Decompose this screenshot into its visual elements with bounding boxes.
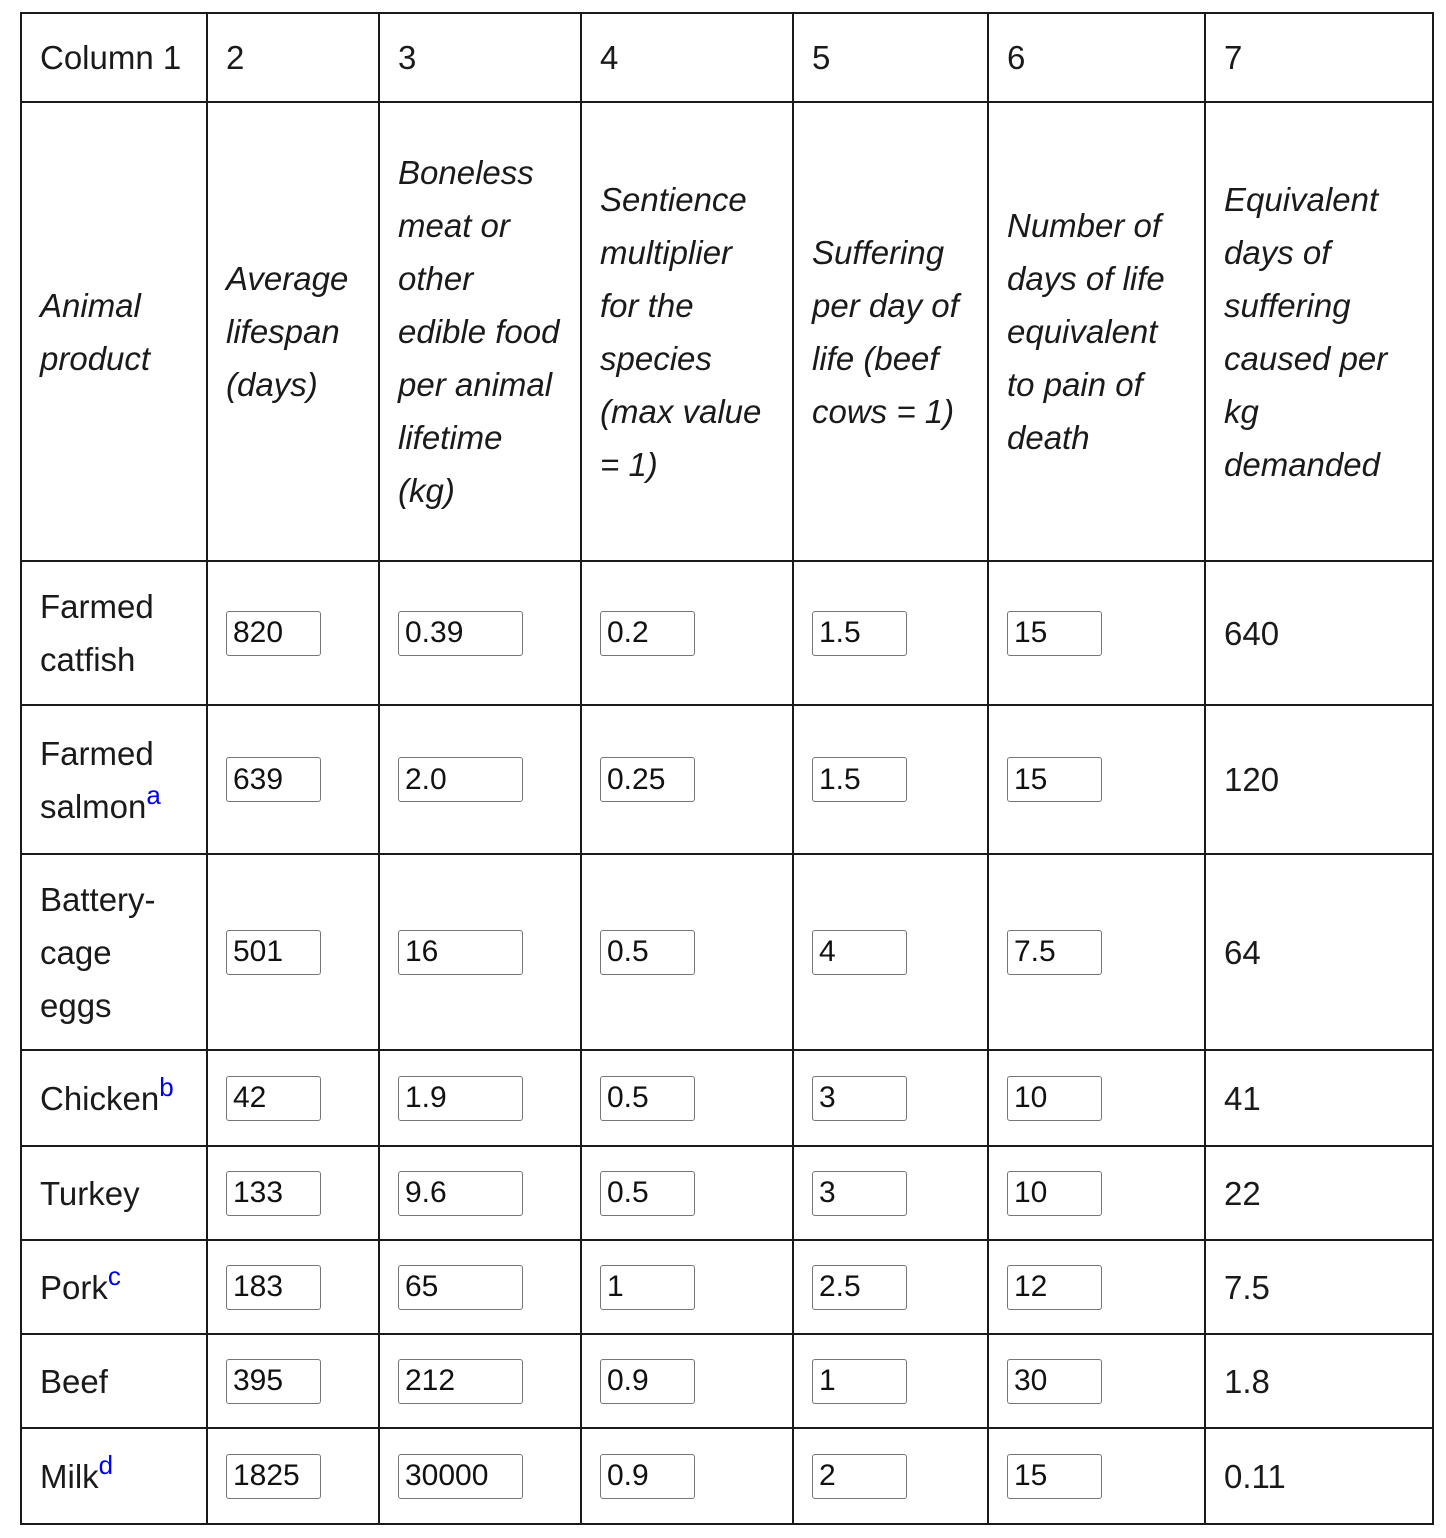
header-pain-of-death-days: Number of days of life equivalent to pain of death: [988, 102, 1205, 561]
table-row: [21, 1146, 1433, 1240]
column-number-cell: 3: [379, 13, 581, 102]
death-days-input[interactable]: [1007, 930, 1102, 975]
death-days-input[interactable]: [1007, 1359, 1102, 1404]
table-row: [21, 1240, 1433, 1334]
sentience-cell: [581, 705, 793, 854]
food-kg-input[interactable]: [398, 1171, 523, 1216]
death-days-input[interactable]: [1007, 611, 1102, 656]
food-cell: [379, 1334, 581, 1428]
product-cell: [21, 705, 207, 854]
sentience-input[interactable]: [600, 1265, 695, 1310]
result-cell: 1.8: [1205, 1334, 1433, 1428]
death-days-cell: [988, 1240, 1205, 1334]
food-cell: [379, 561, 581, 705]
death-days-input[interactable]: [1007, 757, 1102, 802]
sentience-cell: [581, 1146, 793, 1240]
suffering-cell: [793, 1334, 988, 1428]
food-cell: [379, 1146, 581, 1240]
death-days-cell: [988, 854, 1205, 1050]
column-number-cell: Column 1: [21, 13, 207, 102]
death-days-cell: [988, 1334, 1205, 1428]
product-cell: [21, 1146, 207, 1240]
food-cell: [379, 1240, 581, 1334]
column-number-cell: 2: [207, 13, 379, 102]
lifespan-cell: [207, 561, 379, 705]
lifespan-cell: [207, 1146, 379, 1240]
food-cell: [379, 705, 581, 854]
suffering-input[interactable]: [812, 1454, 907, 1499]
header-equivalent-suffering: Equivalent days of suffering caused per kg demanded: [1205, 102, 1433, 561]
suffering-cell: [793, 854, 988, 1050]
suffering-input[interactable]: [812, 757, 907, 802]
food-kg-input[interactable]: [398, 1454, 523, 1499]
lifespan-input[interactable]: [226, 1265, 321, 1310]
sentience-input[interactable]: [600, 930, 695, 975]
column-number-cell: 4: [581, 13, 793, 102]
sentience-input[interactable]: [600, 1171, 695, 1216]
food-cell: [379, 1428, 581, 1524]
food-kg-input[interactable]: [398, 611, 523, 656]
column-number-cell: 7: [1205, 13, 1433, 102]
product-name: Farmed salmon: [40, 734, 154, 825]
result-cell: 640: [1205, 561, 1433, 705]
column-number-cell: 6: [988, 13, 1205, 102]
death-days-cell: [988, 561, 1205, 705]
result-cell: 120: [1205, 705, 1433, 854]
food-cell: [379, 854, 581, 1050]
product-name: Milk: [40, 1457, 99, 1495]
suffering-table: [20, 12, 1434, 1525]
product-name: Battery-cage eggs: [40, 880, 156, 1024]
sentience-input[interactable]: [600, 1076, 695, 1121]
suffering-cell: [793, 1428, 988, 1524]
food-kg-input[interactable]: [398, 1265, 523, 1310]
footnote-link[interactable]: b: [159, 1071, 174, 1102]
suffering-cell: [793, 705, 988, 854]
death-days-cell: [988, 705, 1205, 854]
lifespan-cell: [207, 854, 379, 1050]
death-days-cell: [988, 1146, 1205, 1240]
suffering-input[interactable]: [812, 1359, 907, 1404]
table-row: [21, 705, 1433, 854]
death-days-input[interactable]: [1007, 1171, 1102, 1216]
sentience-cell: [581, 1240, 793, 1334]
lifespan-input[interactable]: [226, 757, 321, 802]
product-name: Pork: [40, 1268, 108, 1306]
header-suffering-per-day: Suffering per day of life (beef cows = 1): [793, 102, 988, 561]
lifespan-cell: [207, 1050, 379, 1146]
death-days-input[interactable]: [1007, 1454, 1102, 1499]
product-cell: [21, 1428, 207, 1524]
suffering-input[interactable]: [812, 611, 907, 656]
lifespan-cell: [207, 705, 379, 854]
suffering-cell: [793, 561, 988, 705]
product-cell: [21, 561, 207, 705]
suffering-cell: [793, 1240, 988, 1334]
header-edible-food: Boneless meat or other edible food per animal lifetime (kg): [379, 102, 581, 561]
table-row: [21, 1428, 1433, 1524]
sentience-cell: [581, 561, 793, 705]
product-name: Beef: [40, 1362, 108, 1400]
suffering-input[interactable]: [812, 930, 907, 975]
lifespan-input[interactable]: [226, 1076, 321, 1121]
food-cell: [379, 1050, 581, 1146]
table-row: [21, 854, 1433, 1050]
header-label-row: [21, 102, 1433, 561]
suffering-input[interactable]: [812, 1171, 907, 1216]
table-row: [21, 1334, 1433, 1428]
death-days-input[interactable]: [1007, 1265, 1102, 1310]
lifespan-input[interactable]: [226, 1359, 321, 1404]
result-cell: 0.11: [1205, 1428, 1433, 1524]
product-cell: [21, 854, 207, 1050]
food-kg-input[interactable]: [398, 1359, 523, 1404]
food-kg-input[interactable]: [398, 757, 523, 802]
death-days-input[interactable]: [1007, 1076, 1102, 1121]
suffering-input[interactable]: [812, 1076, 907, 1121]
sentience-input[interactable]: [600, 1359, 695, 1404]
footnote-link[interactable]: a: [146, 779, 161, 810]
product-cell: [21, 1050, 207, 1146]
footnote-link[interactable]: c: [107, 1260, 121, 1291]
suffering-cell: [793, 1146, 988, 1240]
footnote-link[interactable]: d: [98, 1449, 114, 1480]
lifespan-input[interactable]: [226, 611, 321, 656]
result-cell: 64: [1205, 854, 1433, 1050]
table-row: [21, 561, 1433, 705]
table-row: [21, 1050, 1433, 1146]
result-cell: 41: [1205, 1050, 1433, 1146]
sentience-input[interactable]: [600, 1454, 695, 1499]
product-cell: [21, 1334, 207, 1428]
result-cell: 7.5: [1205, 1240, 1433, 1334]
food-kg-input[interactable]: [398, 930, 523, 975]
product-name: Farmed catfish: [40, 588, 154, 678]
lifespan-input[interactable]: [226, 1454, 321, 1499]
lifespan-cell: [207, 1334, 379, 1428]
header-sentience-multiplier: Sentience multiplier for the species (max value = 1): [581, 102, 793, 561]
death-days-cell: [988, 1050, 1205, 1146]
death-days-cell: [988, 1428, 1205, 1524]
sentience-cell: [581, 1334, 793, 1428]
column-number-cell: 5: [793, 13, 988, 102]
product-name: Turkey: [40, 1174, 140, 1212]
header-animal-product: Animal product: [21, 102, 207, 561]
food-kg-input[interactable]: [398, 1076, 523, 1121]
lifespan-input[interactable]: [226, 1171, 321, 1216]
product-cell: [21, 1240, 207, 1334]
sentience-cell: [581, 854, 793, 1050]
suffering-input[interactable]: [812, 1265, 907, 1310]
result-cell: 22: [1205, 1146, 1433, 1240]
sentience-cell: [581, 1050, 793, 1146]
sentience-cell: [581, 1428, 793, 1524]
sentience-input[interactable]: [600, 611, 695, 656]
suffering-cell: [793, 1050, 988, 1146]
product-name: Chicken: [40, 1079, 160, 1117]
lifespan-cell: [207, 1240, 379, 1334]
lifespan-cell: [207, 1428, 379, 1524]
lifespan-input[interactable]: [226, 930, 321, 975]
header-average-lifespan: Average lifespan (days): [207, 102, 379, 561]
column-number-row: [21, 13, 1433, 102]
sentience-input[interactable]: [600, 757, 695, 802]
